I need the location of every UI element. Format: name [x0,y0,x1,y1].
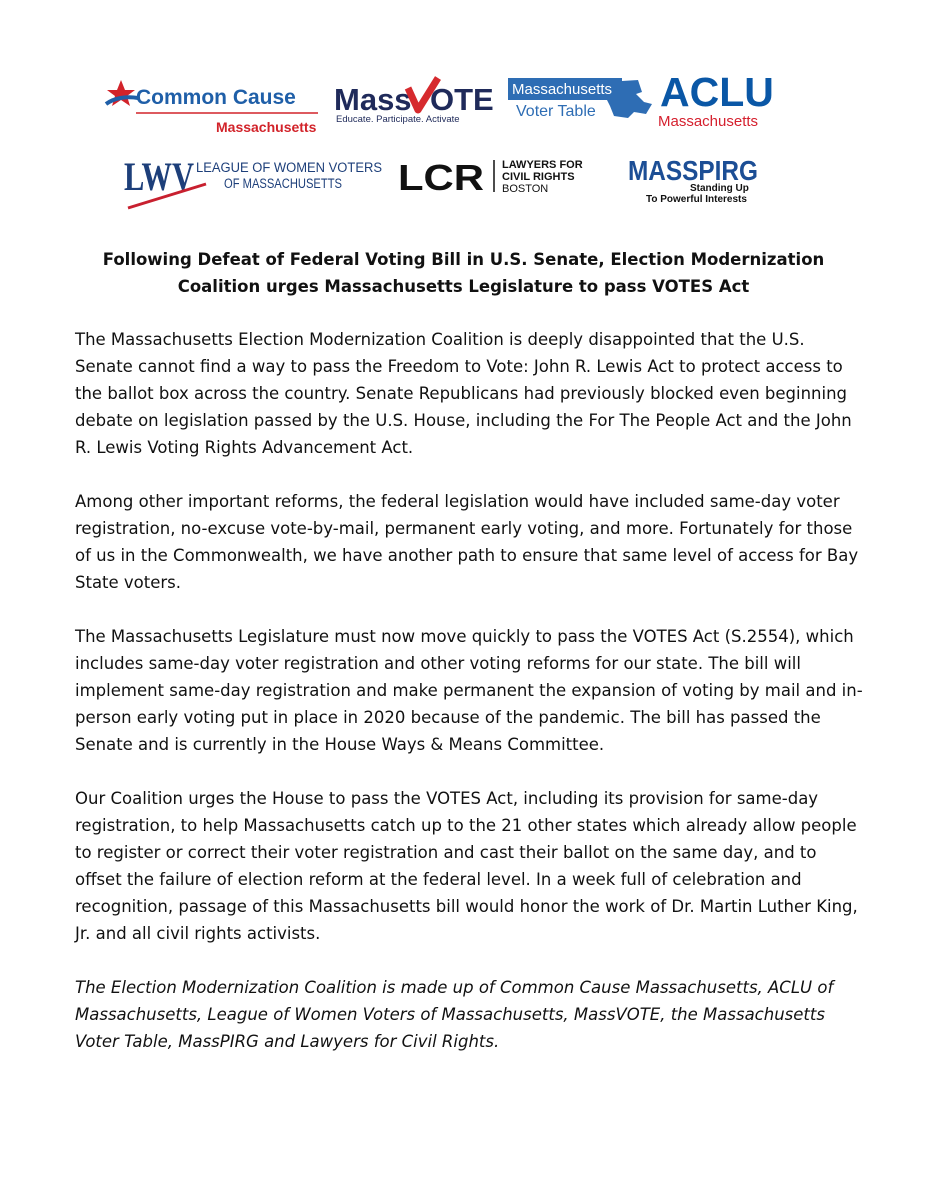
aclu-name: ACLU [660,69,774,115]
masspirg-line2: To Powerful Interests [646,194,747,205]
paragraph-2: Among other important reforms, the federal legislation would have included same-day voter registration, no-excuse vote-by-mail, permanent early voting, and more. Fortunately for those of us in the Commonwealth, we have another path to ensure that same level of access for Bay State voters. [75,492,859,592]
aclu-state: Massachusetts [658,113,759,130]
headline-line-2: Coalition urges Massachusetts Legislature to pass VOTES Act [177,277,750,296]
common-cause-star-icon [106,80,138,106]
headline-line-1: Following Defeat of Federal Voting Bill in U.S. Senate, Election Modernization [102,250,825,269]
logo-voter-table [506,72,658,126]
lcr-line1: LAWYERS FOR [502,159,583,171]
logo-common-cause [104,78,320,138]
logo-lcr [398,156,604,202]
massvote-tagline: Educate. Participate. Activate [336,114,460,125]
logo-masspirg [628,150,762,206]
massvote-mass: Mass [334,82,412,117]
coalition-members-note: The Election Modernization Coalition is made up of Common Cause Massachusetts, ACLU of Massachusetts, League of Women Voters of Massachusetts, MassVOTE, the Massachusetts Voter Table, MassPIRG and Lawyers for Civil Rights. [75,978,834,1051]
voter-table-line2: Voter Table [516,103,596,120]
logo-aclu [656,66,780,130]
lwv-line1: LEAGUE OF WOMEN VOTERS [196,160,382,175]
paragraph-3: The Massachusetts Legislature must now move quickly to pass the VOTES Act (S.2554), which includes same-day voter registration and other voting reforms for our state. The bill will implement same-day registration and make permanent the expansion of voting by mail and in-person early voting put in place in 2020 because of the pandemic. The bill has passed the Senate and is currently in the House Ways & Means Committee. [75,627,863,754]
common-cause-state: Massachusetts [216,119,317,135]
paragraph-4: Our Coalition urges the House to pass the VOTES Act, including its provision for same-day registration, to help Massachusetts catch up to the 21 other states which already allow people to register or correct their voter registration and cast their ballot on the same day, and to offset the failure of election reform at the federal level. In a week full of celebration and recognition, passage of this Massachusetts bill would honor the work of Dr. Martin Luther King, Jr. and all civil rights activists. [75,789,858,943]
massvote-ote: OTE [430,82,494,117]
voter-table-line1: Massachusetts [512,81,613,98]
press-release-body [75,326,865,1082]
press-release-headline [60,246,867,300]
logo-massvote [334,74,494,130]
common-cause-name: Common Cause [136,86,296,109]
lcr-line3: BOSTON [502,183,549,195]
lcr-mark: LCR [398,157,484,198]
lwv-mark: LWV [124,154,195,199]
lwv-line2: OF MASSACHUSETTS [224,176,342,191]
logo-lwv [124,150,386,214]
paragraph-1: The Massachusetts Election Modernization Coalition is deeply disappointed that the U.S. Senate cannot find a way to pass the Freedom to Vote: John R. Lewis Act to protect access to the ballot box across the country. Senate Republicans had previously blocked even beginning debate on legislation passed by the U.S. House, including the For The People Act and the John R. Lewis Voting Rights Advancement Act. [75,330,852,457]
lcr-line2: CIVIL RIGHTS [502,171,575,183]
masspirg-name: MASSPIRG [628,155,758,186]
coalition-logos [0,0,927,220]
masspirg-line1: Standing Up [690,183,749,194]
